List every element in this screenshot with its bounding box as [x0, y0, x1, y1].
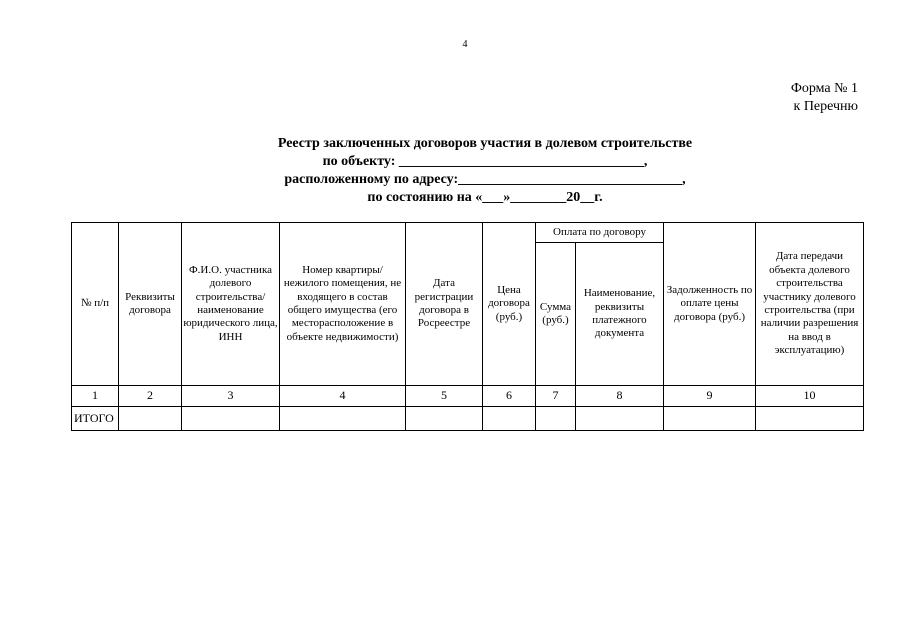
column-number-5 [406, 386, 482, 406]
column-number-7 [536, 386, 575, 406]
column-number-6 [483, 386, 535, 406]
column-header-10 [756, 223, 863, 385]
column-header-6 [483, 223, 535, 385]
total-cell-7 [536, 407, 575, 430]
column-header-2 [119, 223, 181, 385]
title-line-3: расположенному по адресу:________________________________, [284, 172, 686, 187]
column-header-4-text: Номер квартиры/ нежилого помещения, не входящего в состав общего имущества (его месторасположение в объекте недвижимости) [283, 263, 402, 343]
group-header-payment-text: Оплата по договору [553, 225, 646, 238]
total-cell-10 [756, 407, 863, 430]
column-number-1-text: 1 [92, 388, 98, 403]
column-number-4-text: 4 [339, 388, 346, 403]
table-border-bottom [71, 430, 864, 431]
column-header-7-text: Сумма (руб.) [539, 300, 572, 326]
total-cell-9 [664, 407, 755, 430]
column-header-8-text: Наименование, реквизиты платежного документа [583, 287, 656, 340]
form-label [791, 80, 858, 116]
column-header-6-text: Цена договора (руб.) [488, 283, 530, 323]
total-cell-3 [182, 407, 279, 430]
column-number-8 [576, 386, 663, 406]
column-number-2 [119, 386, 181, 406]
column-number-5-text: 5 [441, 388, 447, 403]
column-header-1-text: № п/п [80, 297, 110, 310]
column-number-9 [664, 386, 755, 406]
form-number: Форма № 1 [790, 81, 858, 96]
title-line-2: по объекту: ___________________________________, [322, 154, 648, 169]
column-header-9-text: Задолженность по оплате цены договора (руб.) [666, 283, 753, 323]
column-header-8 [576, 243, 663, 385]
column-header-1 [72, 223, 118, 385]
group-header-payment [536, 223, 663, 242]
total-cell-4 [280, 407, 405, 430]
column-header-9 [664, 223, 755, 385]
total-cell-6 [483, 407, 535, 430]
total-row-label-text: ИТОГО [74, 410, 114, 425]
column-number-3 [182, 386, 279, 406]
page-number: 4 [462, 39, 468, 50]
total-row-label [72, 407, 118, 430]
column-number-1 [72, 386, 118, 406]
column-number-2-text: 2 [147, 388, 153, 403]
column-number-4 [280, 386, 405, 406]
column-number-7-text: 7 [552, 388, 559, 403]
column-header-2-text: Реквизиты договора [125, 290, 175, 316]
column-number-10-text: 10 [803, 388, 816, 403]
column-header-4 [280, 223, 405, 385]
title-line-4: по состоянию на «___»________20__г. [367, 190, 603, 205]
column-number-8-text: 8 [616, 388, 623, 403]
form-reference: к Перечню [793, 99, 858, 114]
total-cell-2 [119, 407, 181, 430]
column-number-6-text: 6 [506, 388, 512, 403]
column-number-10 [756, 386, 863, 406]
document-title [0, 135, 905, 207]
column-header-7 [536, 243, 575, 385]
column-header-3 [182, 223, 279, 385]
column-header-5 [406, 223, 482, 385]
column-header-10-text: Дата передачи объекта долевого строительства участнику долевого строительства (при наличии разрешения на ввод в эксплуатацию) [760, 250, 859, 357]
column-number-9-text: 9 [706, 388, 713, 403]
total-cell-5 [406, 407, 482, 430]
column-number-3-text: 3 [227, 388, 234, 403]
total-cell-8 [576, 407, 663, 430]
column-header-5-text: Дата регистрации договора в Росреестре [414, 277, 474, 330]
column-header-3-text: Ф.И.О. участника долевого строительства/ наименование юридического лица, ИНН [183, 263, 278, 343]
title-line-1: Реестр заключенных договоров участия в долевом строительстве [277, 136, 693, 151]
table-column-line [863, 222, 864, 431]
